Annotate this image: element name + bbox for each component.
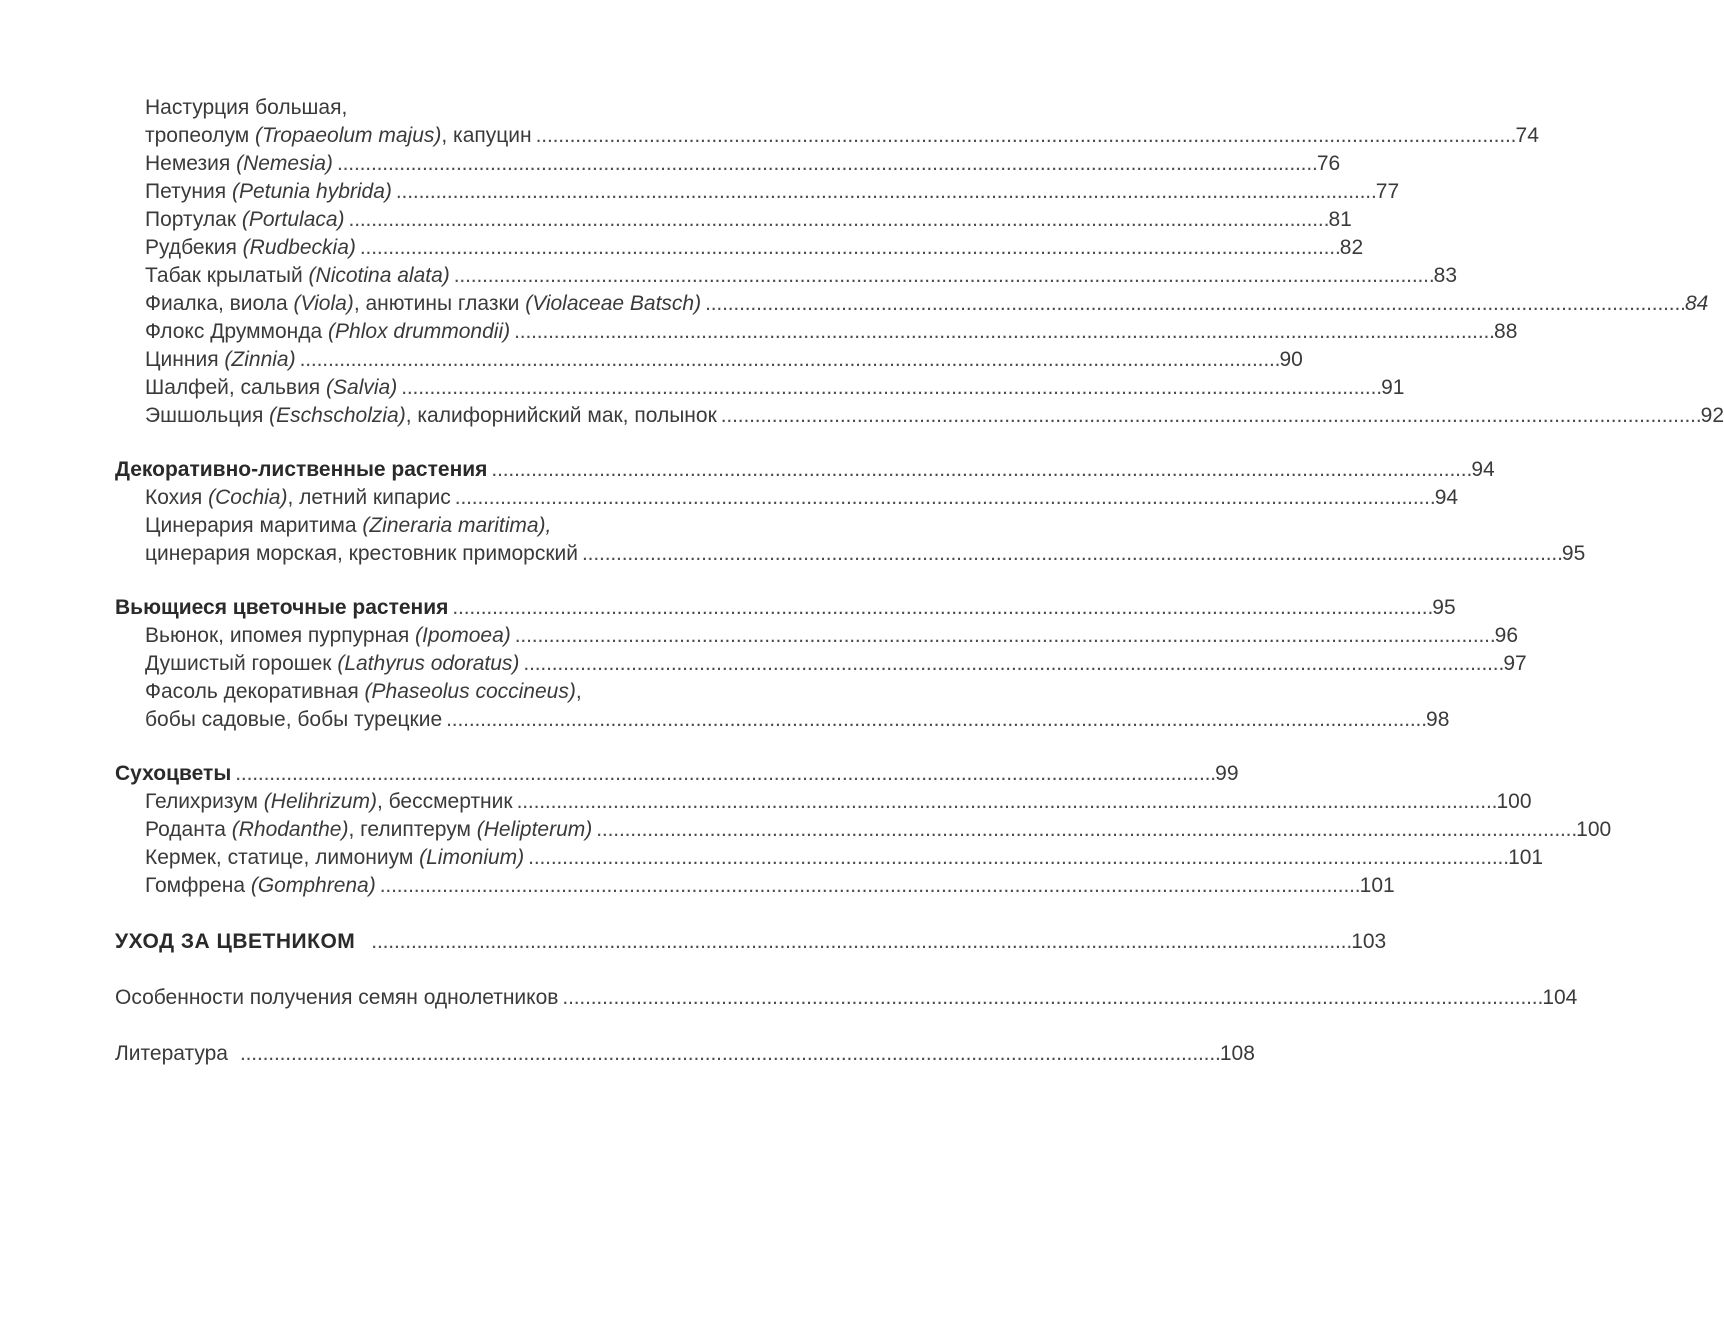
entry-title: цинерария морская, крестовник приморский — [145, 542, 579, 565]
dot-leader — [371, 928, 1349, 956]
toc-entry-cineraria-line1 — [115, 512, 917, 540]
toc-chapter-care[interactable] — [115, 928, 1387, 956]
dot-leader — [528, 844, 1506, 872]
dot-leader — [235, 760, 1213, 788]
entry-title: Цинерария маритима (Zineraria maritima), — [145, 514, 552, 537]
toc-entry-seeds[interactable] — [115, 984, 1578, 1012]
dot-leader — [240, 1040, 1218, 1068]
entry-title: бобы садовые, бобы турецкие — [145, 708, 443, 731]
page-number: 92 — [1700, 404, 1724, 427]
entry-title: Портулак (Portulaca) — [145, 208, 345, 231]
dot-leader — [514, 318, 1492, 346]
page-number: 101 — [1359, 874, 1395, 897]
entry-title: Роданта (Rhodanthe), гелиптерум (Helipterum) — [145, 818, 593, 841]
toc-entry-zinnia[interactable] — [115, 346, 1303, 374]
entry-title: Шалфей, сальвия (Salvia) — [145, 376, 398, 399]
dot-leader — [396, 178, 1374, 206]
dot-leader — [721, 402, 1699, 430]
dot-leader — [596, 816, 1574, 844]
page-number: 84 — [1684, 292, 1709, 315]
chapter-title: УХОД ЗА ЦВЕТНИКОМ — [115, 930, 356, 953]
dot-leader — [523, 650, 1501, 678]
toc-entry-eschscholzia[interactable] — [115, 402, 1724, 430]
dot-leader — [446, 706, 1424, 734]
entry-title: Фиалка, виола (Viola), анютины глазки (Violaceae Batsch) — [145, 292, 702, 315]
toc-entry-salvia[interactable] — [115, 374, 1405, 402]
entry-title: Гелихризум (Helihrizum), бессмертник — [145, 790, 513, 813]
entry-title: Литература — [115, 1042, 228, 1065]
toc-entry-petunia[interactable] — [115, 178, 1400, 206]
page-number: 103 — [1351, 930, 1387, 953]
page-number: 95 — [1432, 596, 1456, 619]
toc-entry-nemesia[interactable] — [115, 150, 1341, 178]
entry-title: Душистый горошек (Lathyrus odoratus) — [145, 652, 520, 675]
page-number: 101 — [1508, 846, 1544, 869]
dot-leader — [517, 788, 1495, 816]
page-number: 97 — [1503, 652, 1527, 675]
entry-title: Особенности получения семян однолетников — [115, 986, 559, 1009]
toc-entry-phaseolus[interactable] — [115, 706, 1450, 734]
toc-entry-nicotiana[interactable] — [115, 262, 1458, 290]
page-number: 104 — [1542, 986, 1578, 1009]
page-number: 96 — [1494, 624, 1519, 647]
entry-title: Эшшольция (Eschscholzia), калифорнийский мак, полынок — [145, 404, 717, 427]
toc-entry-nasturtium-line1 — [115, 94, 917, 122]
toc-entry-ipomoea[interactable] — [115, 622, 1519, 650]
entry-title: Рудбекия (Rudbeckia) — [145, 236, 356, 259]
entry-title: Гомфрена (Gomphrena) — [145, 874, 376, 897]
toc-entry-lathyrus[interactable] — [115, 650, 1527, 678]
page-number: 77 — [1375, 180, 1400, 203]
dot-leader — [491, 456, 1469, 484]
page-number: 95 — [1561, 542, 1586, 565]
entry-title: Петуния (Petunia hybrida) — [145, 180, 392, 203]
dot-leader — [705, 290, 1683, 318]
toc-entry-rhodanthe[interactable] — [115, 816, 1612, 844]
page-number: 100 — [1576, 818, 1612, 841]
toc-entry-portulaca[interactable] — [115, 206, 1352, 234]
toc-entry-phaseolus-line1 — [115, 678, 917, 706]
page-number: 91 — [1381, 376, 1405, 399]
page-number: 82 — [1339, 236, 1364, 259]
entry-title: Флокс Друммонда (Phlox drummondii) — [145, 320, 511, 343]
toc-entry-literature[interactable] — [115, 1040, 1255, 1068]
page-number: 94 — [1434, 486, 1459, 509]
dot-leader — [401, 374, 1379, 402]
page-number: 98 — [1426, 708, 1450, 731]
dot-leader — [452, 594, 1430, 622]
toc-entry-cineraria[interactable] — [115, 540, 1586, 568]
page-number: 100 — [1496, 790, 1532, 813]
dot-leader — [562, 984, 1540, 1012]
page-number: 83 — [1433, 264, 1458, 287]
section-title: Вьющиеся цветочные растения — [115, 596, 449, 619]
section-title: Декоративно-лиственные растения — [115, 458, 488, 481]
dot-leader — [515, 622, 1493, 650]
dot-leader — [360, 234, 1338, 262]
page-number: 108 — [1219, 1042, 1255, 1065]
dot-leader — [536, 122, 1514, 150]
table-of-contents — [115, 94, 1724, 1068]
section-title: Сухоцветы — [115, 762, 232, 785]
toc-entry-viola[interactable] — [115, 290, 1709, 318]
page-number: 90 — [1279, 348, 1303, 371]
entry-title: тропеолум (Tropaeolum majus), капуцин — [145, 124, 532, 147]
toc-entry-nasturtium[interactable] — [115, 122, 1539, 150]
page-number: 88 — [1494, 320, 1518, 343]
toc-entry-cochia[interactable] — [115, 484, 1459, 512]
dot-leader — [337, 150, 1315, 178]
entry-title: Кохия (Cochia), летний кипарис — [145, 486, 451, 509]
toc-entry-phlox[interactable] — [115, 318, 1518, 346]
page-number: 99 — [1215, 762, 1239, 785]
dot-leader — [455, 484, 1433, 512]
toc-section-dried[interactable] — [115, 760, 1239, 788]
page-number: 76 — [1316, 152, 1341, 175]
dot-leader — [300, 346, 1278, 374]
toc-section-foliage[interactable] — [115, 456, 1495, 484]
toc-entry-rudbeckia[interactable] — [115, 234, 1364, 262]
entry-title: Табак крылатый (Nicotina alata) — [145, 264, 450, 287]
toc-entry-helichrysum[interactable] — [115, 788, 1532, 816]
toc-entry-gomphrena[interactable] — [115, 872, 1395, 900]
dot-leader — [349, 206, 1327, 234]
page-number: 74 — [1515, 124, 1539, 147]
entry-title: Кермек, статице, лимониум (Limonium) — [145, 846, 525, 869]
entry-title: Вьюнок, ипомея пурпурная (Ipomoea) — [145, 624, 511, 647]
toc-section-climbing[interactable] — [115, 594, 1456, 622]
dot-leader — [454, 262, 1432, 290]
entry-title: Настурция большая, — [145, 96, 348, 119]
entry-title: Фасоль декоративная (Phaseolus coccineus), — [145, 680, 582, 703]
page-number: 81 — [1328, 208, 1352, 231]
entry-title: Немезия (Nemesia) — [145, 152, 333, 175]
toc-entry-limonium[interactable] — [115, 844, 1544, 872]
page-number: 94 — [1471, 458, 1495, 481]
dot-leader — [582, 540, 1560, 568]
entry-title: Цинния (Zinnia) — [145, 348, 296, 371]
dot-leader — [380, 872, 1358, 900]
